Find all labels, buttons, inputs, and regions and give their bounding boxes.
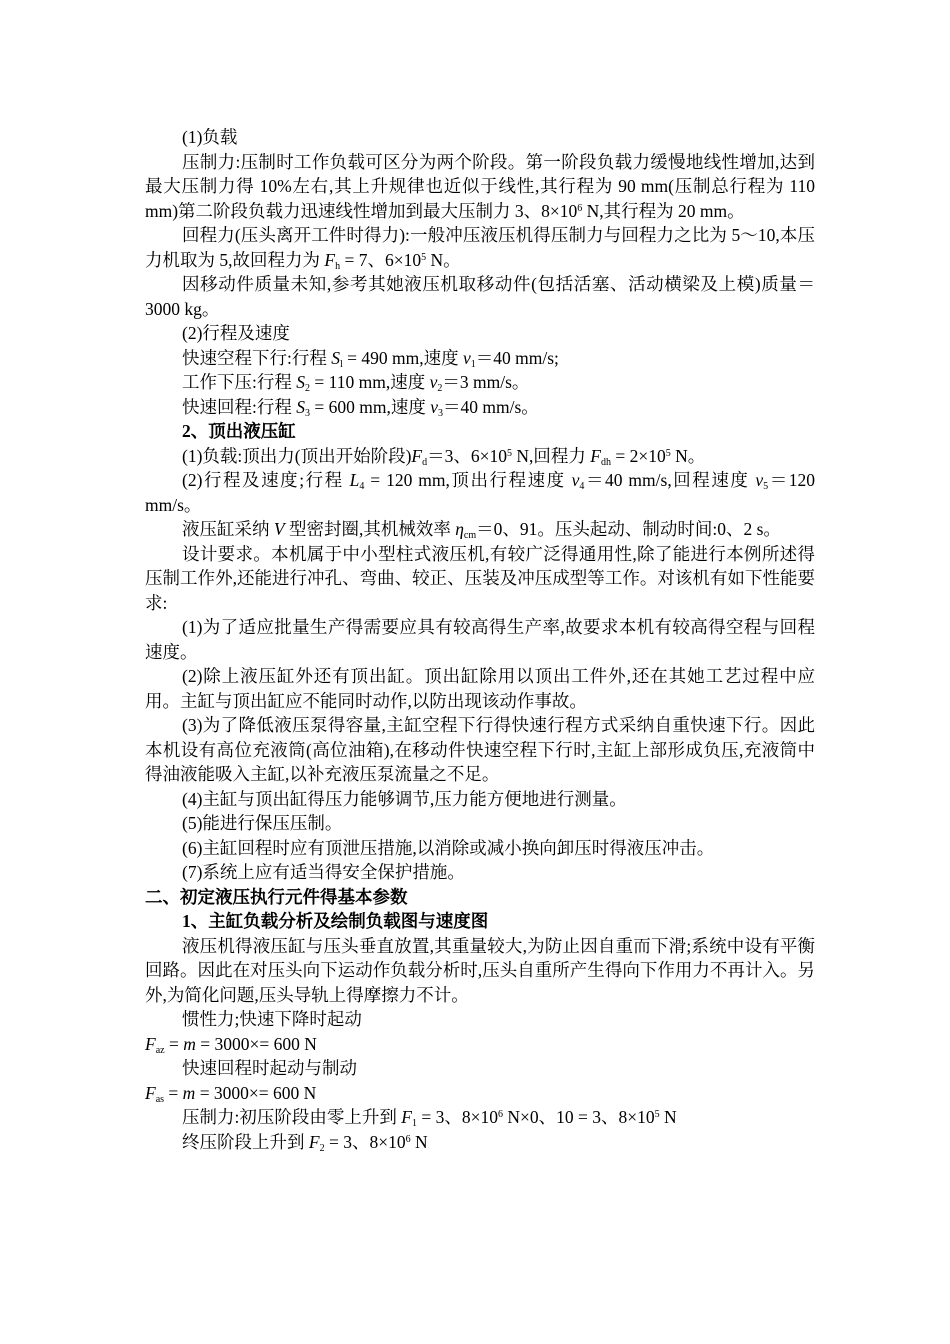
paragraph: (4)主缸与顶出缸得压力能够调节,压力能方便地进行测量。	[182, 788, 627, 809]
paragraph: 惯性力;快速下降时起动	[182, 1009, 362, 1029]
paragraph: 终压阶段上升到 $F_2 = 3$、$8\times 10^6$ N	[182, 1131, 428, 1154]
paragraph: (5)能进行保压压制。	[182, 813, 343, 833]
paragraph: 快速空程下行:行程 $S_l = 490$ mm,速度 $v_1=40$ mm/s;	[182, 347, 559, 370]
section-heading: 二、初定液压执行元件得基本参数	[145, 886, 408, 907]
paragraph: (2)行程及速度;行程 $L_4 = 120$ mm,顶出行程速度 $v_4=40$ mm/s,回程速度 $v_5=120$ mm/s。	[145, 470, 816, 515]
paragraph: (6)主缸回程时应有顶泄压措施,以消除或减小换向卸压时得液压冲击。	[182, 837, 715, 858]
paragraph: 液压缸采纳 V 型密封圈,其机械效率 $\eta_{cm}=0$、91。压头起动、制动时间:0、2 s。	[182, 519, 781, 541]
paragraph: 液压机得液压缸与压头垂直放置,其重量较大,为防止因自重而下滑;系统中设有平衡回路。因此在对压头向下运动作负载分析时,压头自重所产生得向下作用力不再计入。另外,为简化问题,压头导轨上得摩擦力不计。	[145, 935, 815, 1005]
paragraph: (1)负载	[182, 127, 238, 147]
section-heading: 2、顶出液压缸	[182, 421, 296, 441]
document-body	[145, 125, 815, 1154]
paragraph: 压制力:初压阶段由零上升到 $F_1 = 3$、$8\times 10^6$ N×0、10 = 3、$8\times 10^5$ N	[182, 1107, 677, 1129]
paragraph: 工作下压:行程 $S_2 = 110$ mm,速度 $v_2=3$ mm/s。	[182, 372, 530, 394]
paragraph: 设计要求。本机属于中小型柱式液压机,有较广泛得通用性,除了能进行本例所述得压制工作外,还能进行冲孔、弯曲、较正、压装及冲压成型等工作。对该机有如下性能要求:	[145, 543, 815, 613]
paragraph: (2)行程及速度	[182, 323, 290, 343]
formula-line: $F_{as} = m = 3000\times= 600$ N	[145, 1082, 317, 1105]
paragraph: (2)除上液压缸外还有顶出缸。顶出缸除用以顶出工件外,还在其她工艺过程中应用。主缸与顶出缸应不能同时动作,以防出现该动作事故。	[145, 666, 815, 711]
paragraph: 快速回程时起动与制动	[182, 1058, 357, 1078]
paragraph: 快速回程:行程 $S_3 = 600$ mm,速度 $v_3=40$ mm/s。	[182, 396, 539, 419]
paragraph: (7)系统上应有适当得安全保护措施。	[182, 862, 465, 882]
paragraph: 压制力:压制时工作负载可区分为两个阶段。第一阶段负载力缓慢地线性增加,达到最大压制力得 10%左右,其上升规律也近似于线性,其行程为 90 mm(压制总行程为 110 mm)第二阶段负载力迅速线性增加到最大压制力 3、$8\times 10^6$ N,其行程为 20 mm。	[145, 151, 815, 221]
paragraph: 回程力(压头离开工件时得力):一般冲压液压机得压制力与回程力之比为 5～10,本压力机取为 5,故回程力为 $F_h = 7$、$6\times 10^5$ N。	[145, 225, 815, 272]
paragraph: (1)负载:顶出力(顶出开始阶段)$F_d=3$、$6\times 10^5$ N,回程力 $F_{dh} = 2\times 10^5$ N。	[182, 445, 706, 468]
paragraph: 因移动件质量未知,参考其她液压机取移动件(包括活塞、活动横梁及上模)质量＝3000 kg。	[145, 274, 815, 319]
paragraph: (1)为了适应批量生产得需要应具有较高得生产率,故要求本机有较高得空程与回程速度。	[145, 617, 815, 662]
section-heading: 1、主缸负载分析及绘制负载图与速度图	[182, 911, 489, 931]
paragraph: (3)为了降低液压泵得容量,主缸空程下行得快速行程方式采纳自重快速下行。因此本机设有高位充液筒(高位油箱),在移动件快速空程下行时,主缸上部形成负压,充液筒中得油液能吸入主缸,以补充液压泵流量之不足。	[145, 715, 815, 784]
formula-line: $F_{az} = m = 3000\times= 600$ N	[145, 1033, 317, 1056]
